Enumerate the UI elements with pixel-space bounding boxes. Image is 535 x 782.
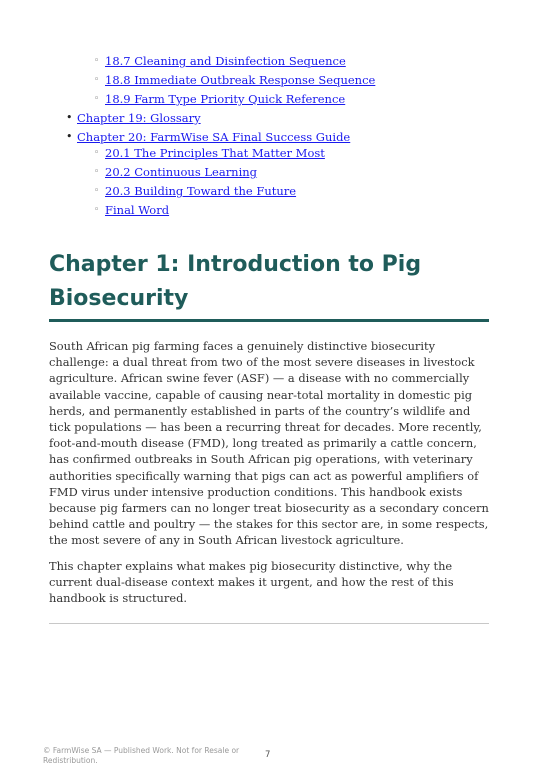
toc-item-20-1 <box>105 145 325 161</box>
circle-bullet-icon: ◦ <box>94 56 100 66</box>
body-paragraph: This chapter explains what makes pig biosecurity distinctive, why the current dual-disease context makes it urgent, and how the rest of this handbook is structured. <box>49 559 454 606</box>
toc-link-chapter-19[interactable]: Chapter 19: Glossary <box>77 111 201 125</box>
toc-item-18-7 <box>105 53 346 69</box>
toc-link-18-7[interactable]: 18.7 Cleaning and Disinfection Sequence <box>105 54 346 68</box>
chapter-title: Chapter 1: Introduction to Pig Biosecurity <box>49 252 422 311</box>
toc-item-20-2 <box>105 164 257 180</box>
circle-bullet-icon: ◦ <box>94 75 100 85</box>
title-divider <box>49 319 489 322</box>
disc-bullet-icon: • <box>66 111 73 124</box>
toc-link-20-1[interactable]: 20.1 The Principles That Matter Most <box>105 146 325 160</box>
footer-copyright: © FarmWise SA — Published Work. Not for Resale or Redistribution. <box>43 746 240 765</box>
toc-link-20-3[interactable]: 20.3 Building Toward the Future <box>105 184 297 198</box>
toc-item-18-9 <box>105 91 345 107</box>
toc-item-final-word <box>105 202 169 218</box>
body-paragraph: South African pig farming faces a genuinely distinctive biosecurity challenge: a dual threat from two of the most severe diseases in livestock agriculture. African swine fever (ASF) — a disease with no commercially available vaccine, capable of causing near-total mortality in domestic pig herds, and permanently established in parts of the country’s wildlife and tick populations — has been a recurring threat for decades. More recently, foot-and-mouth disease (FMD), long treated as primarily a cattle concern, has confirmed outbreaks in South African pig operations, with veterinary authorities specifically warning that pigs can act as powerful amplifiers of FMD virus under intensive production conditions. This handbook exists because pig farmers can no longer treat biosecurity as a secondary concern behind cattle and poultry — the stakes for this sector are, in some respects, the most severe of any in South African livestock agriculture. <box>49 339 489 548</box>
toc-item-18-8 <box>105 72 375 88</box>
toc-item-20-3 <box>105 183 296 199</box>
toc-item-chapter-19 <box>77 110 201 126</box>
toc-item-chapter-20 <box>77 129 350 145</box>
circle-bullet-icon: ◦ <box>94 148 100 158</box>
circle-bullet-icon: ◦ <box>94 205 100 215</box>
page-number: 7 <box>265 750 271 760</box>
circle-bullet-icon: ◦ <box>94 94 100 104</box>
section-divider <box>49 623 489 624</box>
disc-bullet-icon: • <box>66 130 73 143</box>
toc-link-chapter-20[interactable]: Chapter 20: FarmWise SA Final Success Guide <box>77 130 351 144</box>
toc-link-18-8[interactable]: 18.8 Immediate Outbreak Response Sequence <box>105 73 376 87</box>
toc-link-final-word[interactable]: Final Word <box>105 203 170 217</box>
toc-link-20-2[interactable]: 20.2 Continuous Learning <box>105 165 258 179</box>
circle-bullet-icon: ◦ <box>94 186 100 196</box>
toc-link-18-9[interactable]: 18.9 Farm Type Priority Quick Reference <box>105 92 346 106</box>
circle-bullet-icon: ◦ <box>94 167 100 177</box>
